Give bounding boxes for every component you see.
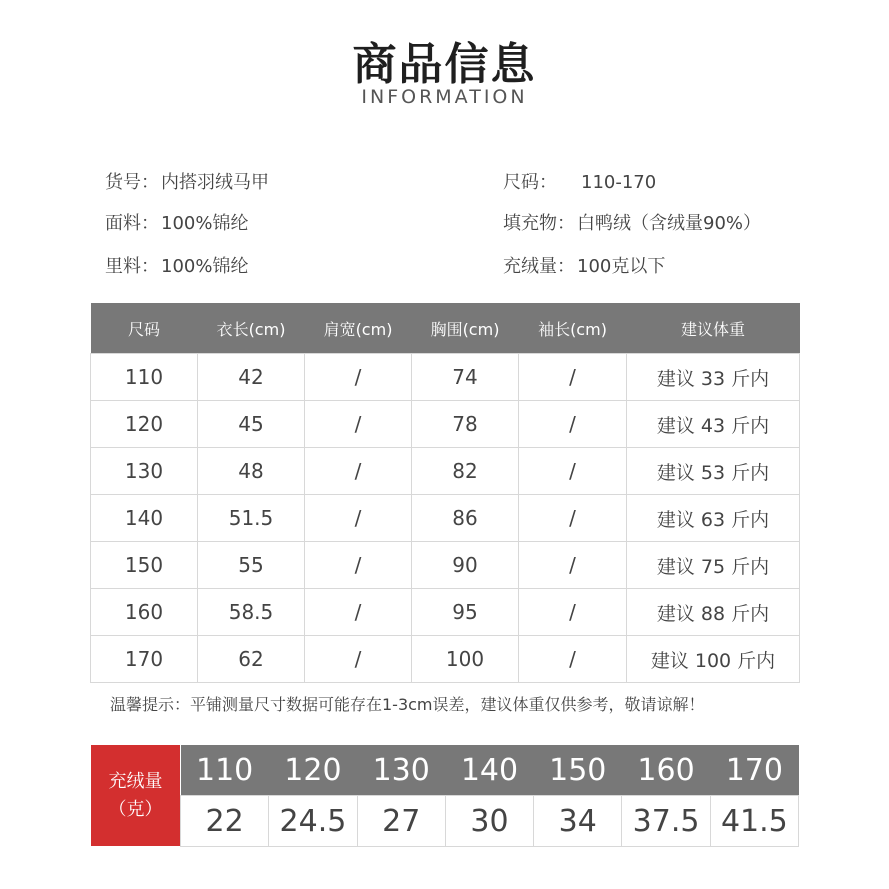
header-size: 尺码 bbox=[91, 303, 198, 354]
fill-value: 27 bbox=[357, 796, 445, 847]
info-lining-label: 里料： bbox=[105, 256, 159, 277]
cell-chest: 86 bbox=[412, 495, 519, 542]
fill-value: 24.5 bbox=[269, 796, 357, 847]
info-item-no-value: 内搭羽绒马甲 bbox=[161, 172, 269, 193]
info-filling-value: 白鸭绒（含绒量90%） bbox=[577, 213, 762, 234]
info-item-no bbox=[105, 168, 269, 194]
cell-weight: 建议 53 斤内 bbox=[627, 448, 800, 495]
header-length: 衣长(cm) bbox=[198, 303, 305, 354]
cell-size: 110 bbox=[91, 354, 198, 401]
cell-sleeve: / bbox=[519, 542, 627, 589]
fill-size: 110 bbox=[181, 745, 269, 796]
table-row bbox=[91, 401, 800, 448]
fill-table-header bbox=[181, 745, 799, 796]
info-fabric bbox=[105, 209, 248, 235]
fill-value: 30 bbox=[445, 796, 533, 847]
cell-length: 62 bbox=[198, 636, 305, 683]
cell-size: 140 bbox=[91, 495, 198, 542]
cell-size: 160 bbox=[91, 589, 198, 636]
cell-length: 58.5 bbox=[198, 589, 305, 636]
cell-chest: 90 bbox=[412, 542, 519, 589]
cell-shoulder: / bbox=[305, 589, 412, 636]
fill-amount-label-line2: （克） bbox=[108, 798, 163, 820]
fill-value: 22 bbox=[181, 796, 269, 847]
fill-size: 130 bbox=[357, 745, 445, 796]
fill-amount-label bbox=[91, 745, 180, 846]
cell-shoulder: / bbox=[305, 448, 412, 495]
cell-sleeve: / bbox=[519, 589, 627, 636]
info-filling bbox=[503, 209, 761, 235]
header-chest: 胸围(cm) bbox=[412, 303, 519, 354]
table-row bbox=[91, 589, 800, 636]
size-table bbox=[90, 303, 800, 683]
cell-chest: 78 bbox=[412, 401, 519, 448]
info-fabric-label: 面料： bbox=[105, 213, 159, 234]
cell-length: 45 bbox=[198, 401, 305, 448]
cell-length: 48 bbox=[198, 448, 305, 495]
cell-size: 170 bbox=[91, 636, 198, 683]
cell-weight: 建议 100 斤内 bbox=[627, 636, 800, 683]
cell-chest: 95 bbox=[412, 589, 519, 636]
info-fill-amount bbox=[503, 252, 665, 278]
cell-shoulder: / bbox=[305, 542, 412, 589]
header-shoulder: 肩宽(cm) bbox=[305, 303, 412, 354]
fill-size: 150 bbox=[534, 745, 622, 796]
info-lining bbox=[105, 252, 248, 278]
cell-sleeve: / bbox=[519, 636, 627, 683]
cell-shoulder: / bbox=[305, 495, 412, 542]
fill-table-values bbox=[181, 796, 799, 847]
cell-length: 42 bbox=[198, 354, 305, 401]
info-fabric-value: 100%锦纶 bbox=[161, 213, 249, 234]
cell-weight: 建议 75 斤内 bbox=[627, 542, 800, 589]
info-filling-label: 填充物： bbox=[503, 213, 575, 234]
table-row bbox=[91, 542, 800, 589]
measurement-note: 温馨提示：平铺测量尺寸数据可能存在1-3cm误差，建议体重仅供参考，敬请谅解！ bbox=[110, 695, 705, 714]
fill-size: 160 bbox=[622, 745, 710, 796]
cell-length: 55 bbox=[198, 542, 305, 589]
fill-value: 37.5 bbox=[622, 796, 710, 847]
info-size bbox=[503, 168, 656, 194]
fill-value: 34 bbox=[534, 796, 622, 847]
cell-sleeve: / bbox=[519, 354, 627, 401]
fill-size: 170 bbox=[710, 745, 798, 796]
cell-sleeve: / bbox=[519, 495, 627, 542]
cell-size: 150 bbox=[91, 542, 198, 589]
info-lining-value: 100%锦纶 bbox=[161, 256, 249, 277]
info-fill-amount-label: 充绒量： bbox=[503, 256, 575, 277]
cell-sleeve: / bbox=[519, 401, 627, 448]
cell-chest: 74 bbox=[412, 354, 519, 401]
info-fill-amount-value: 100克以下 bbox=[577, 256, 666, 277]
fill-value: 41.5 bbox=[710, 796, 798, 847]
cell-size: 130 bbox=[91, 448, 198, 495]
cell-shoulder: / bbox=[305, 354, 412, 401]
table-row bbox=[91, 354, 800, 401]
cell-chest: 82 bbox=[412, 448, 519, 495]
fill-size: 120 bbox=[269, 745, 357, 796]
table-row bbox=[91, 495, 800, 542]
cell-sleeve: / bbox=[519, 448, 627, 495]
info-item-no-label: 货号： bbox=[105, 172, 159, 193]
cell-length: 51.5 bbox=[198, 495, 305, 542]
info-size-value: 110-170 bbox=[581, 172, 657, 193]
cell-chest: 100 bbox=[412, 636, 519, 683]
header-sleeve: 袖长(cm) bbox=[519, 303, 627, 354]
cell-weight: 建议 88 斤内 bbox=[627, 589, 800, 636]
header-weight: 建议体重 bbox=[627, 303, 800, 354]
fill-amount-table bbox=[180, 745, 799, 847]
info-size-label: 尺码： bbox=[503, 172, 557, 193]
fill-amount-label-line1: 充绒量 bbox=[108, 770, 163, 792]
cell-weight: 建议 63 斤内 bbox=[627, 495, 800, 542]
fill-size: 140 bbox=[445, 745, 533, 796]
page-title: 商品信息 bbox=[352, 39, 537, 90]
table-row bbox=[91, 636, 800, 683]
cell-weight: 建议 43 斤内 bbox=[627, 401, 800, 448]
cell-size: 120 bbox=[91, 401, 198, 448]
size-table-header bbox=[91, 303, 800, 354]
table-row bbox=[91, 448, 800, 495]
cell-shoulder: / bbox=[305, 401, 412, 448]
cell-weight: 建议 33 斤内 bbox=[627, 354, 800, 401]
cell-shoulder: / bbox=[305, 636, 412, 683]
page-subtitle: INFORMATION bbox=[361, 86, 528, 108]
